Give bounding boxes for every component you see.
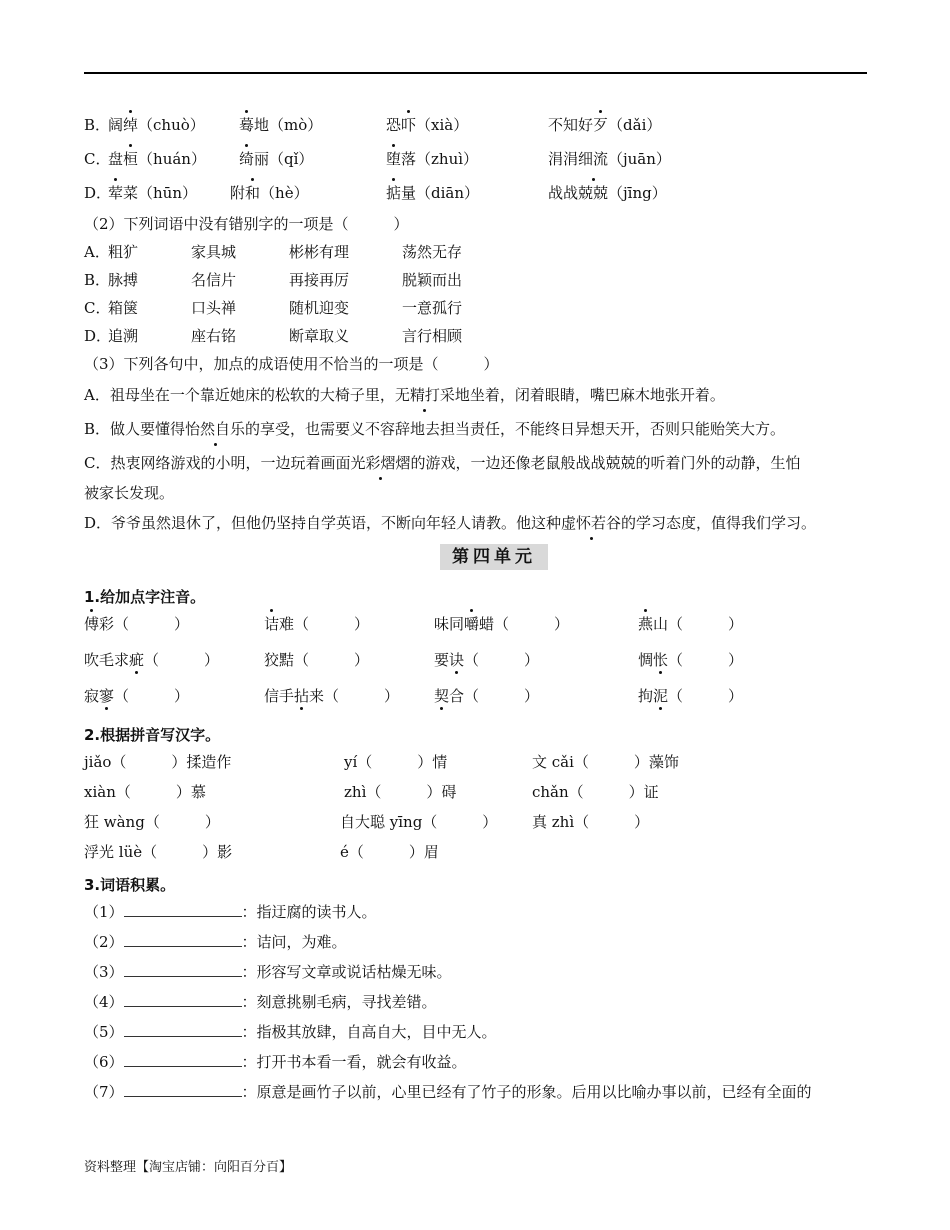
q1-b-item4: 不知好歹（dǎi） [548, 113, 661, 137]
option-letter: C． [84, 150, 111, 168]
part3-item-5: （5） ：指极其放肆，自高自大，目中无人。 [84, 1023, 497, 1041]
part3-item-3: （3） ：形容写文章或说话枯燥无味。 [84, 963, 452, 981]
q1-d-item1: 荤菜（hūn） [108, 181, 197, 205]
part3-item-2: （2） ：诘问，为难。 [84, 933, 347, 951]
answer-blank[interactable] [124, 992, 242, 1007]
q1-c-item2: 绮丽（qǐ） [239, 147, 313, 171]
q3-option-c: C．热衷网络游戏的小明，一边玩着画面光彩熠熠的游戏，一边还像老鼠般战战兢兢的听着门外的动静，生怕 [84, 448, 874, 478]
part1-heading: 1.给加点字注音。 [84, 588, 206, 606]
q1-b-item3: 恐吓（xià） [386, 113, 468, 137]
part3-item-7: （7） ：原意是画竹子以前，心里已经有了竹子的形象。后用以比喻办事以前，已经有全面的 [84, 1083, 812, 1101]
answer-blank[interactable] [124, 1052, 242, 1067]
answer-blank[interactable] [124, 962, 242, 977]
q1-b-item2: 蓦地（mò） [239, 113, 322, 137]
option-letter: D． [84, 184, 112, 202]
footer-text: 资料整理【淘宝店铺：向阳百分百】 [84, 1160, 293, 1175]
header-rule [84, 72, 867, 74]
q1-b-item1: 阔绰（chuò） [108, 113, 205, 137]
answer-blank[interactable] [124, 1082, 242, 1097]
q3-option-a: A．祖母坐在一个靠近她床的松软的大椅子里，无精打采地坐着，闭着眼睛，嘴巴麻木地张开着。 [84, 380, 874, 410]
q1-d-item3: 掂量（diān） [386, 181, 479, 205]
q3-option-d: D．爷爷虽然退休了，但他仍坚持自学英语，不断向年轻人请教。他这种虚怀若谷的学习态度，值得我们学习。 [84, 508, 874, 538]
q1-c-item4: 涓涓细流（juān） [548, 150, 671, 168]
part3-item-6: （6） ：打开书本看一看，就会有收益。 [84, 1053, 467, 1071]
answer-blank[interactable] [124, 932, 242, 947]
q3-stem: （3）下列各句中，加点的成语使用不恰当的一项是（ ） [84, 355, 499, 373]
q1-d-item2: 附和（hè） [230, 181, 309, 205]
part2-heading: 2.根据拼音写汉字。 [84, 726, 221, 744]
q1-d-item4: 战战兢兢（jīng） [548, 181, 667, 205]
option-letter: B． [84, 116, 111, 134]
answer-blank[interactable] [124, 902, 242, 917]
q1-c-item3: 堕落（zhuì） [386, 147, 478, 171]
q3-option-c-cont: 被家长发现。 [84, 484, 175, 502]
q1-c-item1: 盘桓（huán） [108, 147, 206, 171]
part3-item-1: （1） ：指迂腐的读书人。 [84, 903, 377, 921]
unit-title: 第四单元 [440, 544, 548, 570]
answer-blank[interactable] [124, 1022, 242, 1037]
q3-option-b: B．做人要懂得怡然自乐的享受，也需要义不容辞地去担当责任，不能终日异想天开，否则只能贻笑大方。 [84, 414, 874, 444]
part3-item-4: （4） ：刻意挑剔毛病，寻找差错。 [84, 993, 437, 1011]
part3-heading: 3.词语积累。 [84, 876, 176, 894]
q2-stem: （2）下列词语中没有错别字的一项是（ ） [84, 215, 409, 233]
